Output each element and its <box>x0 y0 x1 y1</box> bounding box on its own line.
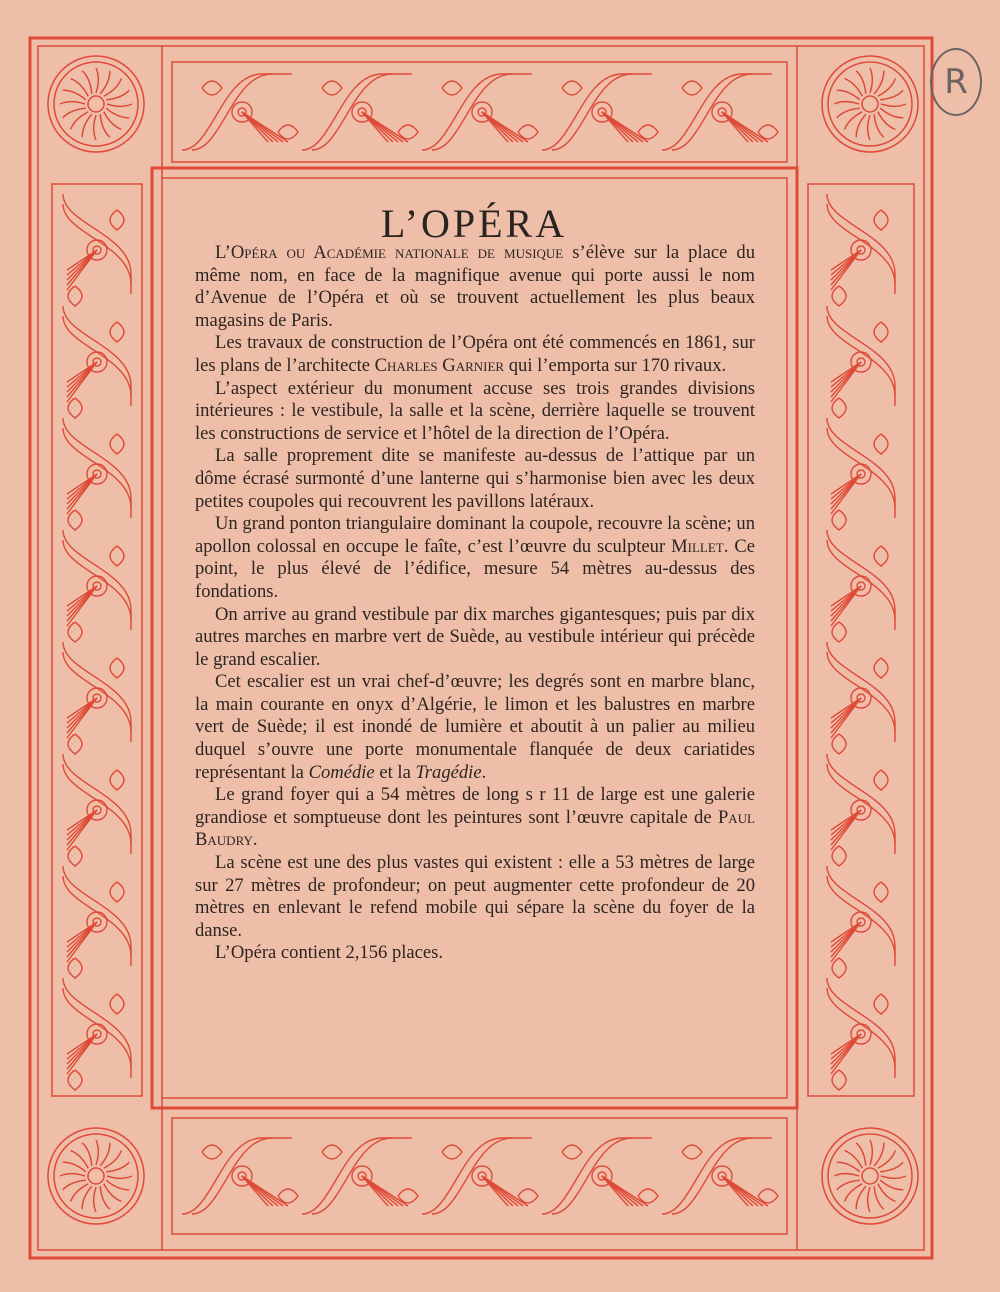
paragraph-10: L’Opéra contient 2,156 places. <box>215 942 444 964</box>
paragraph-3: L’aspect extérieur du monument accuse ses trois grandes divisions intérieures : le vestibule, la salle et la scène, derrière laquelle se trouvent les constructions de service et l’hôtel de la direction de l’Opéra. <box>195 377 755 444</box>
architect-name: Charles Garnier <box>374 354 505 376</box>
paragraph-9: La scène est une des plus vastes qui existent : elle a 53 mètres de large sur 27 mètres de profondeur; on peut augmenter cette profondeur de 20 mètres en enlevant le refend mobile qui sépare la scène du foyer de la danse. <box>195 852 755 941</box>
text-panel <box>170 186 778 1090</box>
scroll-band-right <box>827 194 895 1090</box>
page-title: L’OPÉRA <box>380 201 568 246</box>
italic-comedie: Comédie <box>308 761 375 783</box>
paragraph-6: On arrive au grand vestibule par dix marches gigantesques; puis par dix autres marches en marbre vert de Suède, au vestibule intérieur qui précède le grand escalier. <box>195 603 755 670</box>
rosette-ornament <box>822 1128 918 1224</box>
paragraph-8: Le grand foyer qui a 54 mètres de long s r 11 de large est une galerie grandiose et somptueuse dont les peintures sont l’œuvre capitale de Paul Baudry. <box>195 784 755 851</box>
scroll-band-left <box>63 194 131 1090</box>
article-body <box>195 242 755 965</box>
library-mark: R <box>930 48 982 116</box>
scroll-band-top <box>182 74 778 150</box>
paragraph-2: Les travaux de construction de l’Opéra ont été commencés en 1861, sur les plans de l’architecte Charles Garnier qui l’emporta sur 170 rivaux. <box>195 332 755 376</box>
rosette-ornament <box>822 56 918 152</box>
paragraph-4: La salle proprement dite se manifeste au-dessus de l’attique par un dôme écrasé surmonté d’une lanterne qui s’harmonise bien avec les deux petites coupoles qui recouvrent les pavillons latéraux. <box>195 445 755 512</box>
paragraph-1: L’Opéra ou Académie nationale de musique s’élève sur la place du même nom, en face de la magnifique avenue qui porte aussi le nom d’Avenue de l’Opéra et où se trouvent actuellement les plus beaux magasins de Paris. <box>195 242 755 331</box>
paragraph-5: Un grand ponton triangulaire dominant la coupole, recouvre la scène; un apollon colossal en occupe le faîte, c’est l’œuvre du sculpteur Millet. Ce point, le plus élevé de l’édifice, mesure 54 mètres au-dessus des fondations. <box>195 513 755 602</box>
paragraph-7: Cet escalier est un vrai chef-d’œuvre; les degrés sont en marbre blanc, la main courante en onyx d’Algérie, le limon et les balustres en marbre vert de Suède; il est inondé de lumière et aboutit à un palier au milieu duquel s’ouvre une porte monumentale flanquée de deux cariatides représentant la Comédie et la Tragédie. <box>195 671 755 783</box>
rosette-ornament <box>48 1128 144 1224</box>
scroll-band-bottom <box>182 1138 778 1214</box>
painter-name: Paul Baudry <box>195 806 755 851</box>
rosette-ornament <box>48 56 144 152</box>
lead-smallcaps: L’Opéra ou Académie nationale de musique <box>215 242 564 263</box>
sculptor-name: Millet <box>671 535 724 557</box>
italic-tragedie: Tragédie <box>415 761 482 783</box>
